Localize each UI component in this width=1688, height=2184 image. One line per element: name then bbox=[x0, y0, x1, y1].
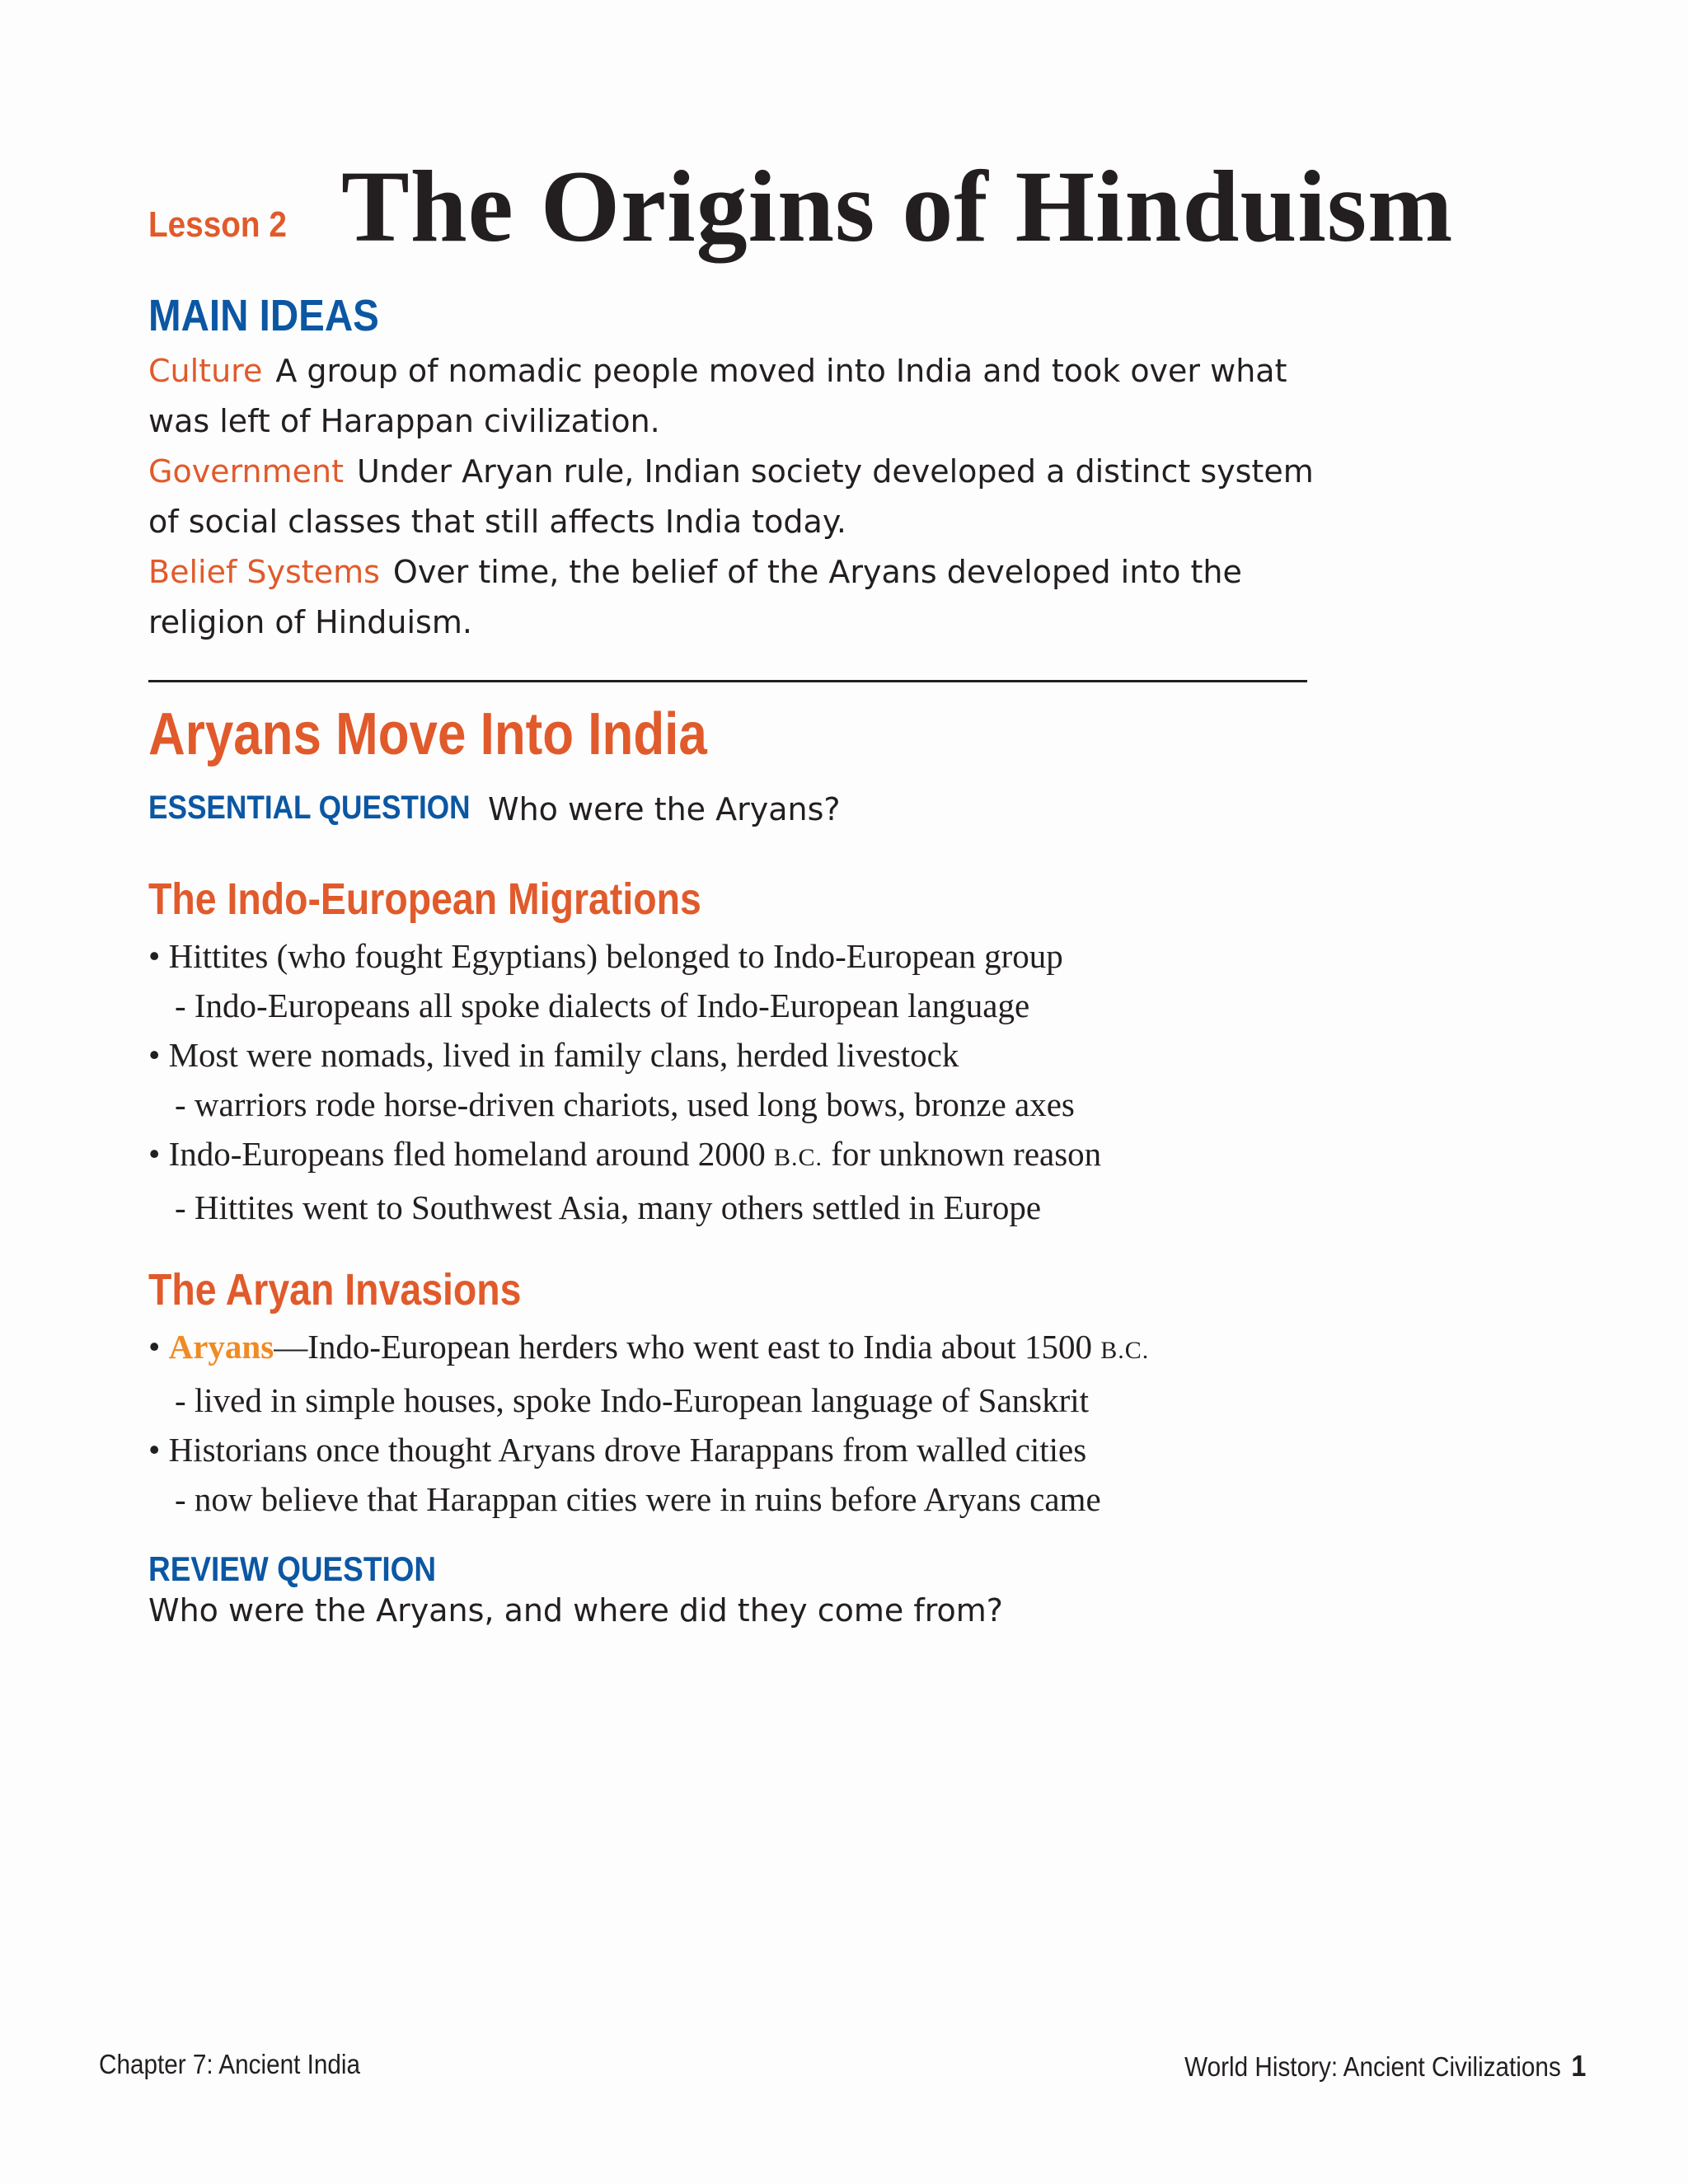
migrations-heading: The Indo-European Migrations bbox=[148, 874, 701, 924]
note-line: • Most were nomads, lived in family clans, herded livestock bbox=[148, 1036, 959, 1074]
note-subline: - now believe that Harappan cities were in ruins before Aryans came bbox=[175, 1480, 1101, 1518]
main-idea-keyword: Government bbox=[148, 453, 344, 490]
invasions-heading: The Aryan Invasions bbox=[148, 1265, 522, 1315]
main-idea-keyword: Culture bbox=[148, 353, 263, 389]
note-text: • Indo-Europeans fled homeland around 2000 bbox=[148, 1135, 774, 1173]
note-bullet: • bbox=[148, 1328, 169, 1366]
note-subline: - Hittites went to Southwest Asia, many others settled in Europe bbox=[175, 1188, 1042, 1226]
note-text: for unknown reason bbox=[823, 1135, 1102, 1173]
essential-question bbox=[148, 790, 841, 827]
page-number: 1 bbox=[1570, 2049, 1586, 2083]
note-line: • Historians once thought Aryans drove Harappans from walled cities bbox=[148, 1431, 1087, 1469]
essential-question-text: Who were the Aryans? bbox=[488, 791, 841, 827]
section-divider bbox=[148, 680, 1307, 682]
note-subline: - warriors rode horse-driven chariots, used long bows, bronze axes bbox=[175, 1085, 1075, 1123]
lesson-title: The Origins of Hinduism bbox=[341, 150, 1454, 263]
main-idea-belief-systems bbox=[148, 547, 1319, 648]
main-idea-culture bbox=[148, 346, 1319, 447]
main-idea-text: A group of nomadic people moved into India and took over what was left of Harappan civilization. bbox=[148, 353, 1287, 439]
note-subline: - Indo-Europeans all spoke dialects of Indo-European language bbox=[175, 987, 1030, 1024]
footer-chapter: Chapter 7: Ancient India bbox=[99, 2049, 361, 2079]
main-idea-government bbox=[148, 447, 1319, 547]
note-text: —Indo-European herders who went east to India about 1500 bbox=[274, 1328, 1101, 1366]
footer-book bbox=[1184, 2049, 1586, 2083]
review-question-text: Who were the Aryans, and where did they come from? bbox=[148, 1592, 1003, 1629]
note-line bbox=[148, 1129, 1319, 1183]
key-term-aryans: Aryans bbox=[168, 1328, 274, 1366]
era-label: B.C. bbox=[773, 1144, 823, 1171]
note-line: • Hittites (who fought Egyptians) belonged to Indo-European group bbox=[148, 937, 1063, 975]
era-label: B.C. bbox=[1100, 1337, 1150, 1364]
migrations-notes bbox=[148, 931, 1319, 1232]
review-question-heading: REVIEW QUESTION bbox=[148, 1549, 437, 1588]
main-idea-keyword: Belief Systems bbox=[148, 554, 380, 590]
note-subline: - lived in simple houses, spoke Indo-European language of Sanskrit bbox=[175, 1381, 1090, 1419]
main-idea-text: Under Aryan rule, Indian society developed a distinct system of social classes that still affects India today. bbox=[148, 453, 1314, 540]
lesson-label: Lesson 2 bbox=[148, 204, 287, 245]
footer-book-title: World History: Ancient Civilizations bbox=[1184, 2051, 1561, 2082]
essential-question-label: ESSENTIAL QUESTION bbox=[148, 790, 471, 826]
section-heading: Aryans Move Into India bbox=[148, 701, 707, 767]
main-idea-text: Over time, the belief of the Aryans developed into the religion of Hinduism. bbox=[148, 554, 1242, 640]
invasions-notes bbox=[148, 1322, 1319, 1524]
main-ideas-heading: MAIN IDEAS bbox=[148, 291, 379, 340]
note-line bbox=[148, 1322, 1319, 1376]
main-ideas-list bbox=[148, 346, 1319, 648]
